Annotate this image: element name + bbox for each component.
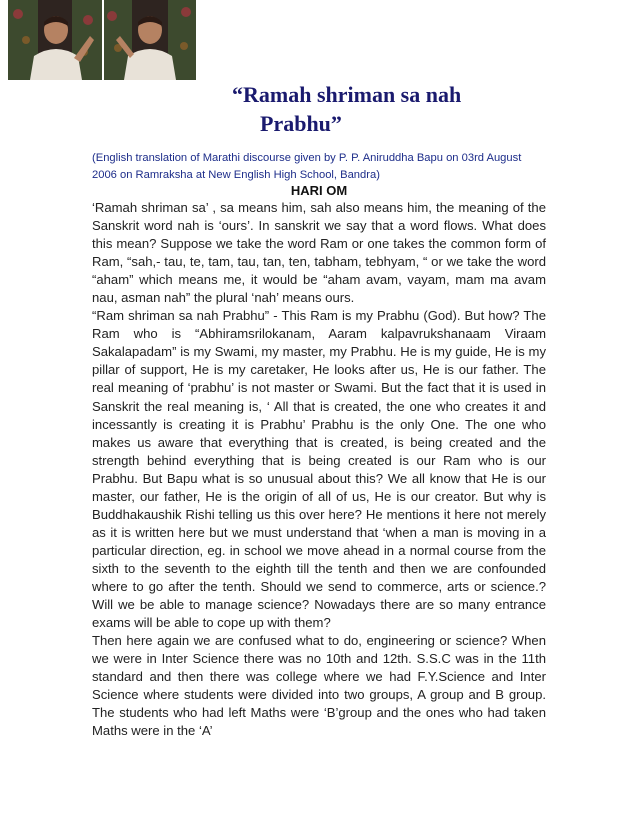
paragraph: Then here again we are confused what to do, engineering or science? When we were in Inter Science there was no 10th and 12th. S.S.C was in the 11th standard and then there was college where we had F.Y.Science and Inter Science where students were divided into two groups, A group and B group. The students who had left Maths were ‘B’group and the ones who had taken Maths were in the ‘A’ xyxy=(92,633,546,739)
translation-note: (English translation of Marathi discourse given by P. P. Aniruddha Bapu on 03rd August 2006 on Ramraksha at New English High School, Bandra) xyxy=(92,152,522,181)
discourse-body xyxy=(92,199,546,740)
speaker-photo-left xyxy=(8,0,102,80)
paragraph: ‘Ramah shriman sa’ , sa means him, sah also means him, the meaning of the Sanskrit word nah is ‘ours’. In sanskrit we say that a word flows. What does this mean? Suppose we take the word Ram or one takes the common form of Ram, “sah,- tau, te, tam, tau, tan, ten, tabham, tebhyam, “ or we take the word “aham” which means me, it would be “aham avam, vayam, mam ma avam nau, asman nah” the plural ‘nah’ means ours. xyxy=(92,200,546,306)
speaker-photo-icon xyxy=(104,0,196,80)
speaker-photo-right xyxy=(104,0,196,80)
section-heading: HARI OM xyxy=(290,183,348,198)
title-line-1: “Ramah shriman sa nah xyxy=(232,82,462,107)
speaker-photo-icon xyxy=(8,0,102,80)
paragraph: “Ram shriman sa nah Prabhu” - This Ram is my Prabhu (God). But how? The Ram who is “Abhiramsrilokanam, Aaram kalpavrukshanaam Viraam Sakalapadam” is my Swami, my master, my Prabhu. He is my guide, He is my pillar of support, He is my caretaker, He looks after us, He is our father. The real meaning of ‘prabhu’ is not master or Swami. But the fact that it is used in Sanskrit the real meaning is, ‘ All that is created, the one who creates it and incessantly is creating it is Prabhu’ Prabhu is the only One. The one who makes us aware that everything that is created, is being created and the strength behind everything that is being created is our Ram who is our Prabhu. But Bapu what is so unusual about this? We all know that He is our master, our father, He is the origin of all of us, He is our creator. But why is Buddhakaushik Rishi telling us this over here? He mentions it here not merely as it is written here but we must understand that ‘when a man is moving in a particular direction, eg. in school we move ahead in a normal course from the sixth to the seventh to the eighth till the tenth and then we are confounded where to go after the tenth. Should we send to commerce, arts or science.? Will we be able to manage science? Nowadays there are so many entrance exams will be able to cope up with them? xyxy=(92,308,546,631)
document-title xyxy=(232,80,552,138)
title-line-2: Prabhu” xyxy=(260,111,342,136)
